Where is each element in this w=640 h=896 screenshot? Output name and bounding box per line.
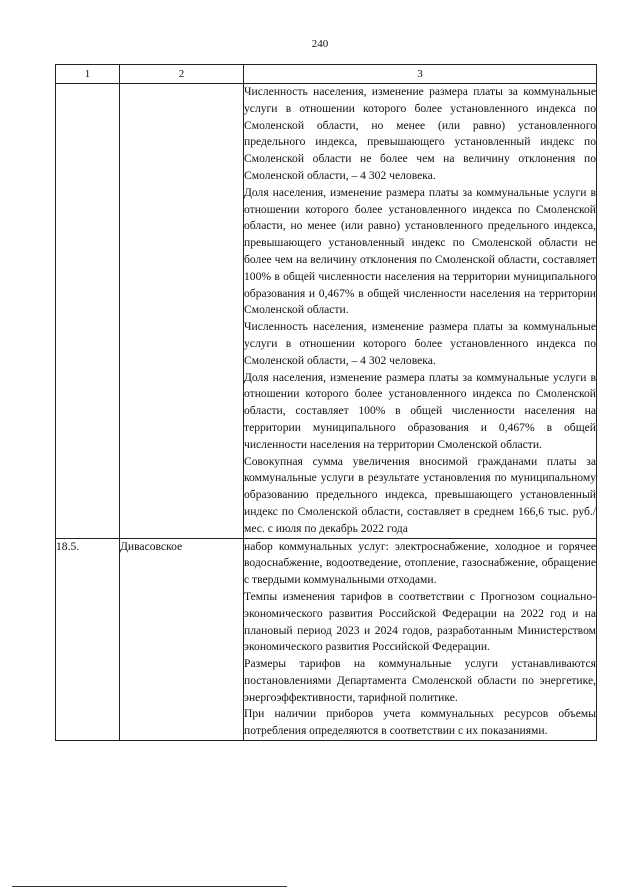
header-col-3: 3 bbox=[244, 65, 597, 84]
page-number: 240 bbox=[311, 38, 329, 50]
paragraph: Темпы изменения тарифов в соответствии с Прогнозом социально-экономического развития Российской Федерации на 2022 год и на плановый период 2023 и 2024 годов, разработанным Министерством экономического развития Российской Федерации. bbox=[244, 589, 596, 654]
table-row bbox=[56, 538, 597, 741]
table-header bbox=[56, 65, 597, 84]
row-description bbox=[244, 84, 597, 539]
paragraph: Численность населения, изменение размера платы за коммунальные услуги в отношении которого более установленного индекса по Смоленской области, – 4 302 человека. bbox=[244, 320, 596, 367]
paragraph: набор коммунальных услуг: электроснабжение, холодное и горячее водоснабжение, водоотведение, отопление, газоснабжение, обращение с твердыми коммунальными отходами. bbox=[244, 539, 596, 587]
paragraph: Доля населения, изменение размера платы за коммунальные услуги в отношении которого более установленного индекса по Смоленской области, но менее (или равно) установленного предельного индекса, превышающего установленный индекс по Смоленской области не более чем на величину отклонения по Смоленской области, составляет 100% в общей численности населения на территории муниципального образования и 0,467% в общей численности населения на территории Смоленской области. bbox=[244, 185, 596, 317]
paragraph: Численность населения, изменение размера платы за коммунальные услуги в отношении которого более установленного индекса по Смоленской области, но менее (или равно) установленного предельного индекса, превышающего установленный индекс по Смоленской области не более чем на величину отклонения по Смоленской области, – 4 302 человека. bbox=[244, 85, 596, 182]
footer-divider bbox=[12, 886, 287, 887]
header-col-1: 1 bbox=[56, 65, 120, 84]
paragraph: При наличии приборов учета коммунальных ресурсов объемы потребления определяются в соответствии с их показаниями. bbox=[244, 707, 596, 738]
table-row bbox=[56, 84, 597, 539]
document-table bbox=[55, 64, 597, 741]
row-municipality: Дивасовское bbox=[120, 538, 244, 741]
row-number: 18.5. bbox=[56, 538, 120, 741]
row-number bbox=[56, 84, 120, 539]
header-col-2: 2 bbox=[120, 65, 244, 84]
paragraph: Доля населения, изменение размера платы за коммунальные услуги в отношении которого более установленного индекса по Смоленской области, составляет 100% в общей численности населения на территории муниципального образования и 0,467% в общей численности населения на территории Смоленской области. bbox=[244, 370, 596, 451]
paragraph: Совокупная сумма увеличения вносимой гражданами платы за коммунальные услуги в результате установления по муниципальному образованию предельного индекса, превышающего установленный индекс по Смоленской области, составляет в среднем 166,6 тыс. руб./мес. с июля по декабрь 2022 года bbox=[244, 454, 596, 535]
row-description bbox=[244, 538, 597, 741]
row-municipality bbox=[120, 84, 244, 539]
paragraph: Размеры тарифов на коммунальные услуги устанавливаются постановлениями Департамента Смоленской области по энергетике, энергоэффективности, тарифной политике. bbox=[244, 657, 596, 704]
